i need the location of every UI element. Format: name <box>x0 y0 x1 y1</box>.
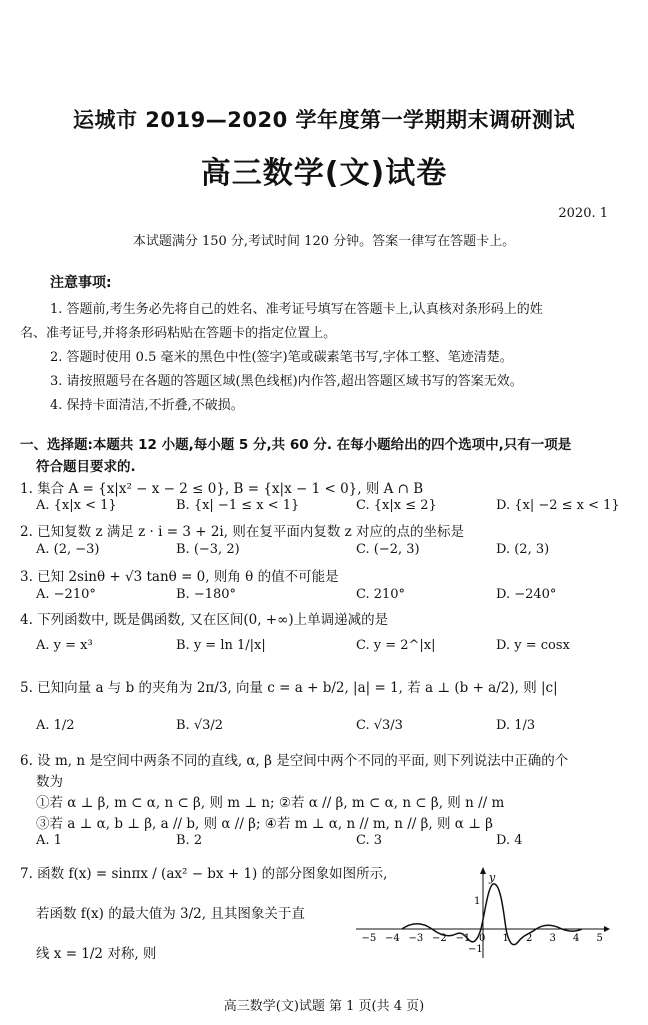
question-7-stem: 7. 函数 f(x) = sinπx / (ax² − bx + 1) 的部分图象如图所示, <box>20 866 388 882</box>
section-heading-cont: 符合题目要求的. <box>36 459 136 475</box>
question-5-option-d: D. 1/3 <box>496 718 536 733</box>
question-4-option-b: B. y = ln 1/|x| <box>176 638 266 653</box>
exam-title: 运城市 2019—2020 学年度第一学期期末调研测试 <box>72 108 575 132</box>
question-3-option-a: A. −210° <box>36 587 96 602</box>
question-2-option-c: C. (−2, 3) <box>356 542 420 557</box>
question-2-stem: 2. 已知复数 z 满足 z · i = 3 + 2i, 则在复平面内复数 z 对应的点的坐标是 <box>20 524 465 540</box>
question-6-statements-2: ③若 a ⊥ α, b ⊥ β, a // b, 则 α // β; ④若 m ⊥ α, n // m, n // β, 则 α ⊥ β <box>36 816 493 832</box>
question-5-option-a: A. 1/2 <box>36 718 75 733</box>
section-heading: 一、选择题:本题共 12 小题,每小题 5 分,共 60 分. 在每小题给出的四个选项中,只有一项是 <box>20 437 572 453</box>
x-tick-label: −2 <box>432 933 447 944</box>
x-tick-label: 4 <box>573 933 580 944</box>
y-axis-label: y <box>489 871 496 884</box>
page-footer: 高三数学(文)试题 第 1 页(共 4 页) <box>223 999 425 1014</box>
question-6-option-a: A. 1 <box>36 833 62 848</box>
question-2-option-d: D. (2, 3) <box>496 542 550 557</box>
question-6-stem: 6. 设 m, n 是空间中两条不同的直线, α, β 是空间中两个不同的平面, 则下列说法中正确的个 <box>20 753 569 769</box>
x-tick-label: 5 <box>596 933 603 944</box>
question-6-option-b: B. 2 <box>176 833 203 848</box>
question-3-option-d: D. −240° <box>496 587 557 602</box>
question-1-stem: 1. 集合 A = {x|x² − x − 2 ≤ 0}, B = {x|x − 1 < 0}, 则 A ∩ B <box>20 481 424 497</box>
exam-subtitle: 高三数学(文)试卷 <box>200 156 448 191</box>
question-6-option-c: C. 3 <box>356 833 383 848</box>
question-4-option-c: C. y = 2^|x| <box>356 638 436 653</box>
x-tick-label: −4 <box>385 933 400 944</box>
y-tick-neg-1: −1 <box>468 944 483 955</box>
x-tick-labels <box>362 933 603 944</box>
x-axis-arrow <box>604 926 610 932</box>
note-item-2: 2. 答题时使用 0.5 毫米的黑色中性(签字)笔或碳素笔书写,字体工整、笔迹清楚。 <box>50 350 513 365</box>
question-2-option-a: A. (2, −3) <box>36 542 100 557</box>
x-tick-label: −5 <box>361 933 377 944</box>
y-tick-1: 1 <box>474 896 481 907</box>
x-tick-label: −3 <box>408 933 424 944</box>
question-3-option-c: C. 210° <box>356 587 406 602</box>
question-4-stem: 4. 下列函数中, 既是偶函数, 又在区间(0, +∞)上单调递减的是 <box>20 612 389 628</box>
question-3-option-b: B. −180° <box>176 587 237 602</box>
exam-date: 2020. 1 <box>558 206 608 221</box>
question-1-option-b: B. {x| −1 ≤ x < 1} <box>176 498 300 513</box>
x-tick-label: 3 <box>549 933 556 944</box>
x-tick-label: 1 <box>502 933 509 944</box>
y-axis-arrow <box>480 867 486 874</box>
notes-title: 注意事项: <box>50 275 112 291</box>
question-1-option-d: D. {x| −2 ≤ x < 1} <box>496 498 620 513</box>
question-5-stem: 5. 已知向量 a 与 b 的夹角为 2π/3, 向量 c = a + b/2, |a| = 1, 若 a ⊥ (b + a/2), 则 |c| <box>20 680 558 696</box>
x-tick-label: 0 <box>479 933 486 944</box>
x-tick-label: −1 <box>455 933 471 944</box>
question-6-option-d: D. 4 <box>496 833 523 848</box>
question-7-stem-cont-2: 线 x = 1/2 对称, 则 <box>36 946 157 962</box>
note-item-4: 4. 保持卡面清洁,不折叠,不破损。 <box>50 398 244 413</box>
question-3-stem: 3. 已知 2sinθ + √3 tanθ = 0, 则角 θ 的值不可能是 <box>20 569 339 585</box>
question-6-statements-1: ①若 α ⊥ β, m ⊂ α, n ⊂ β, 则 m ⊥ n; ②若 α // β, m ⊂ α, n ⊂ β, 则 n // m <box>36 795 505 811</box>
question-2-option-b: B. (−3, 2) <box>176 542 240 557</box>
question-7-stem-cont: 若函数 f(x) 的最大值为 3/2, 且其图象关于直 <box>36 906 305 922</box>
note-item-3: 3. 请按照题号在各题的答题区域(黑色线框)内作答,超出答题区域书写的答案无效。 <box>50 374 523 389</box>
exam-intro: 本试题满分 150 分,考试时间 120 分钟。答案一律写在答题卡上。 <box>132 234 516 249</box>
x-tick-label: 2 <box>526 933 533 944</box>
function-graph <box>350 862 610 962</box>
question-5-option-c: C. √3/3 <box>356 718 403 733</box>
question-5-option-b: B. √3/2 <box>176 718 224 733</box>
question-4-option-a: A. y = x³ <box>36 638 93 653</box>
question-4-option-d: D. y = cosx <box>496 638 570 653</box>
question-1-option-a: A. {x|x < 1} <box>36 498 117 513</box>
question-1-option-c: C. {x|x ≤ 2} <box>356 498 437 513</box>
question-6-stem-cont: 数为 <box>36 774 63 790</box>
note-item-1-cont: 名、准考证号,并将条形码粘贴在答题卡的指定位置上。 <box>20 326 337 341</box>
note-item-1: 1. 答题前,考生务必先将自己的姓名、准考证号填写在答题卡上,认真核对条形码上的姓 <box>50 302 543 317</box>
